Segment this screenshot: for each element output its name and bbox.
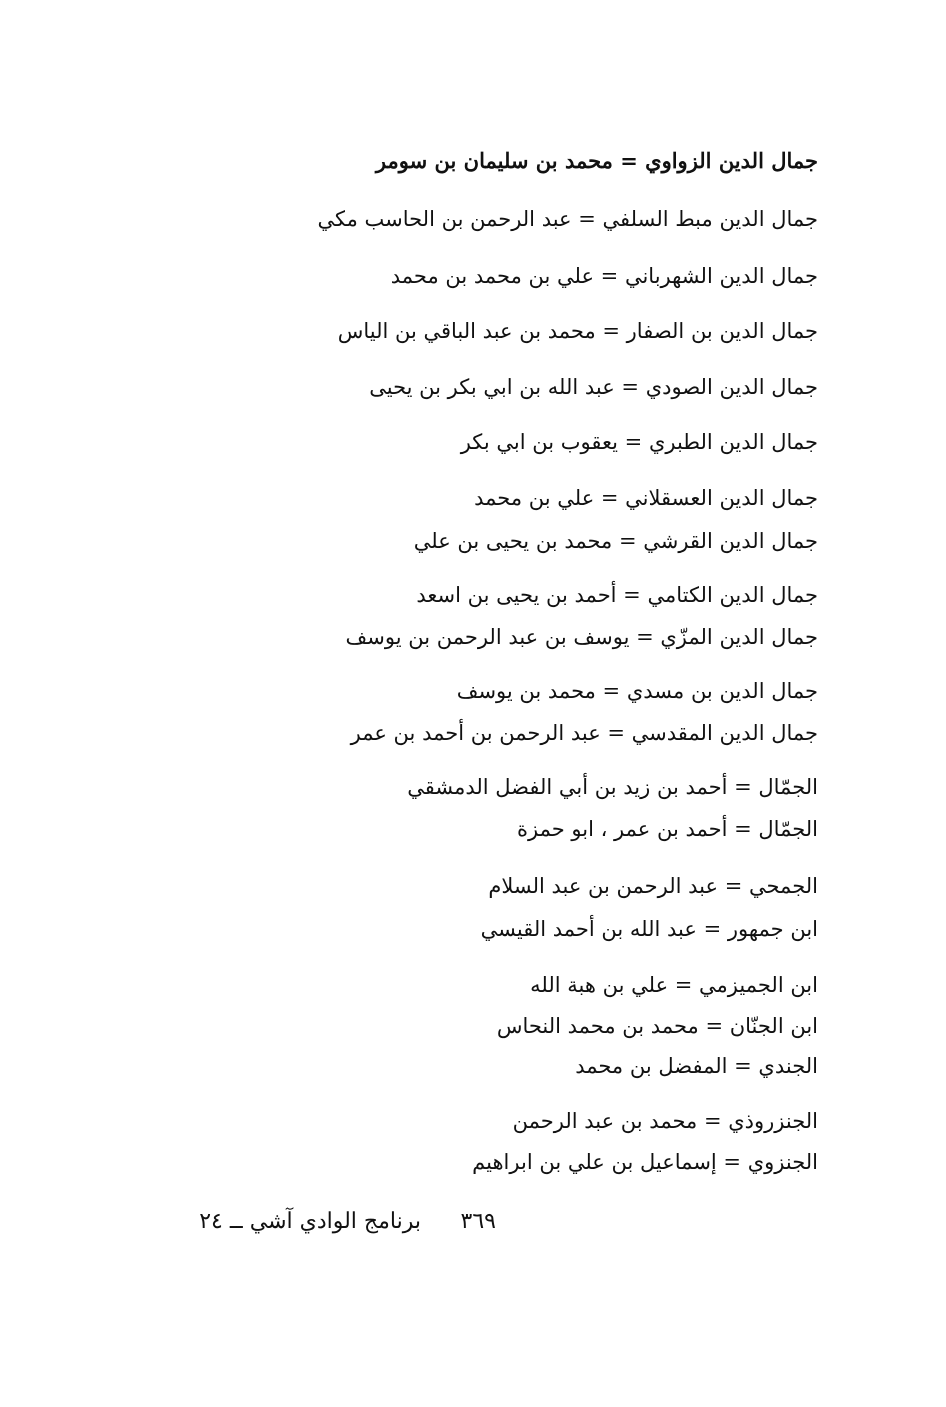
index-entry: جمال الدين المزّي = يوسف بن عبد الرحمن بن يوسف xyxy=(345,625,818,649)
index-entry: الجمحي = عبد الرحمن بن عبد السلام xyxy=(488,874,818,898)
index-entry: جمال الدين الصودي = عبد الله بن ابي بكر بن يحيى xyxy=(369,375,818,399)
page-number: ٣٦٩ xyxy=(460,1209,496,1234)
index-entry: الجمّال = أحمد بن عمر ، ابو حمزة xyxy=(517,817,818,841)
index-entry: جمال الدين الشهرباني = علي بن محمد بن محمد xyxy=(390,264,818,288)
index-entry: الجنزروذي = محمد بن عبد الرحمن xyxy=(512,1109,818,1133)
index-entry: جمال الدين مبط السلفي = عبد الرحمن بن الحاسب مكي xyxy=(317,207,818,231)
running-footer-title: برنامج الوادي آشي ــ ٢٤ xyxy=(199,1209,421,1234)
index-entry: ابن جمهور = عبد الله بن أحمد القيسي xyxy=(480,917,818,941)
index-entry: جمال الدين المقدسي = عبد الرحمن بن أحمد بن عمر xyxy=(350,721,818,745)
index-entry: جمال الدين الكتامي = أحمد بن يحيى بن اسعد xyxy=(416,583,818,607)
index-entry: جمال الدين القرشي = محمد بن يحيى بن علي xyxy=(413,529,818,553)
index-entry: ابن الجميزمي = علي بن هبة الله xyxy=(530,973,818,997)
index-entry: الجمّال = أحمد بن زيد بن أبي الفضل الدمشقي xyxy=(407,775,818,799)
index-entry: جمال الدين العسقلاني = علي بن محمد xyxy=(474,486,818,510)
index-entry: الجندي = المفضل بن محمد xyxy=(575,1054,818,1078)
index-entry: جمال الدين بن الصفار = محمد بن عبد الباقي بن الياس xyxy=(337,319,818,343)
index-entry: الجنزوي = إسماعيل بن علي بن ابراهيم xyxy=(472,1150,818,1174)
index-entry: ابن الجنّان = محمد بن محمد النحاس xyxy=(496,1014,818,1038)
index-entry: جمال الدين الطبري = يعقوب بن ابي بكر xyxy=(460,430,818,454)
index-entry: جمال الدين بن مسدي = محمد بن يوسف xyxy=(456,679,818,703)
index-entry: جمال الدين الزواوي = محمد بن سليمان بن سومر xyxy=(375,148,818,173)
